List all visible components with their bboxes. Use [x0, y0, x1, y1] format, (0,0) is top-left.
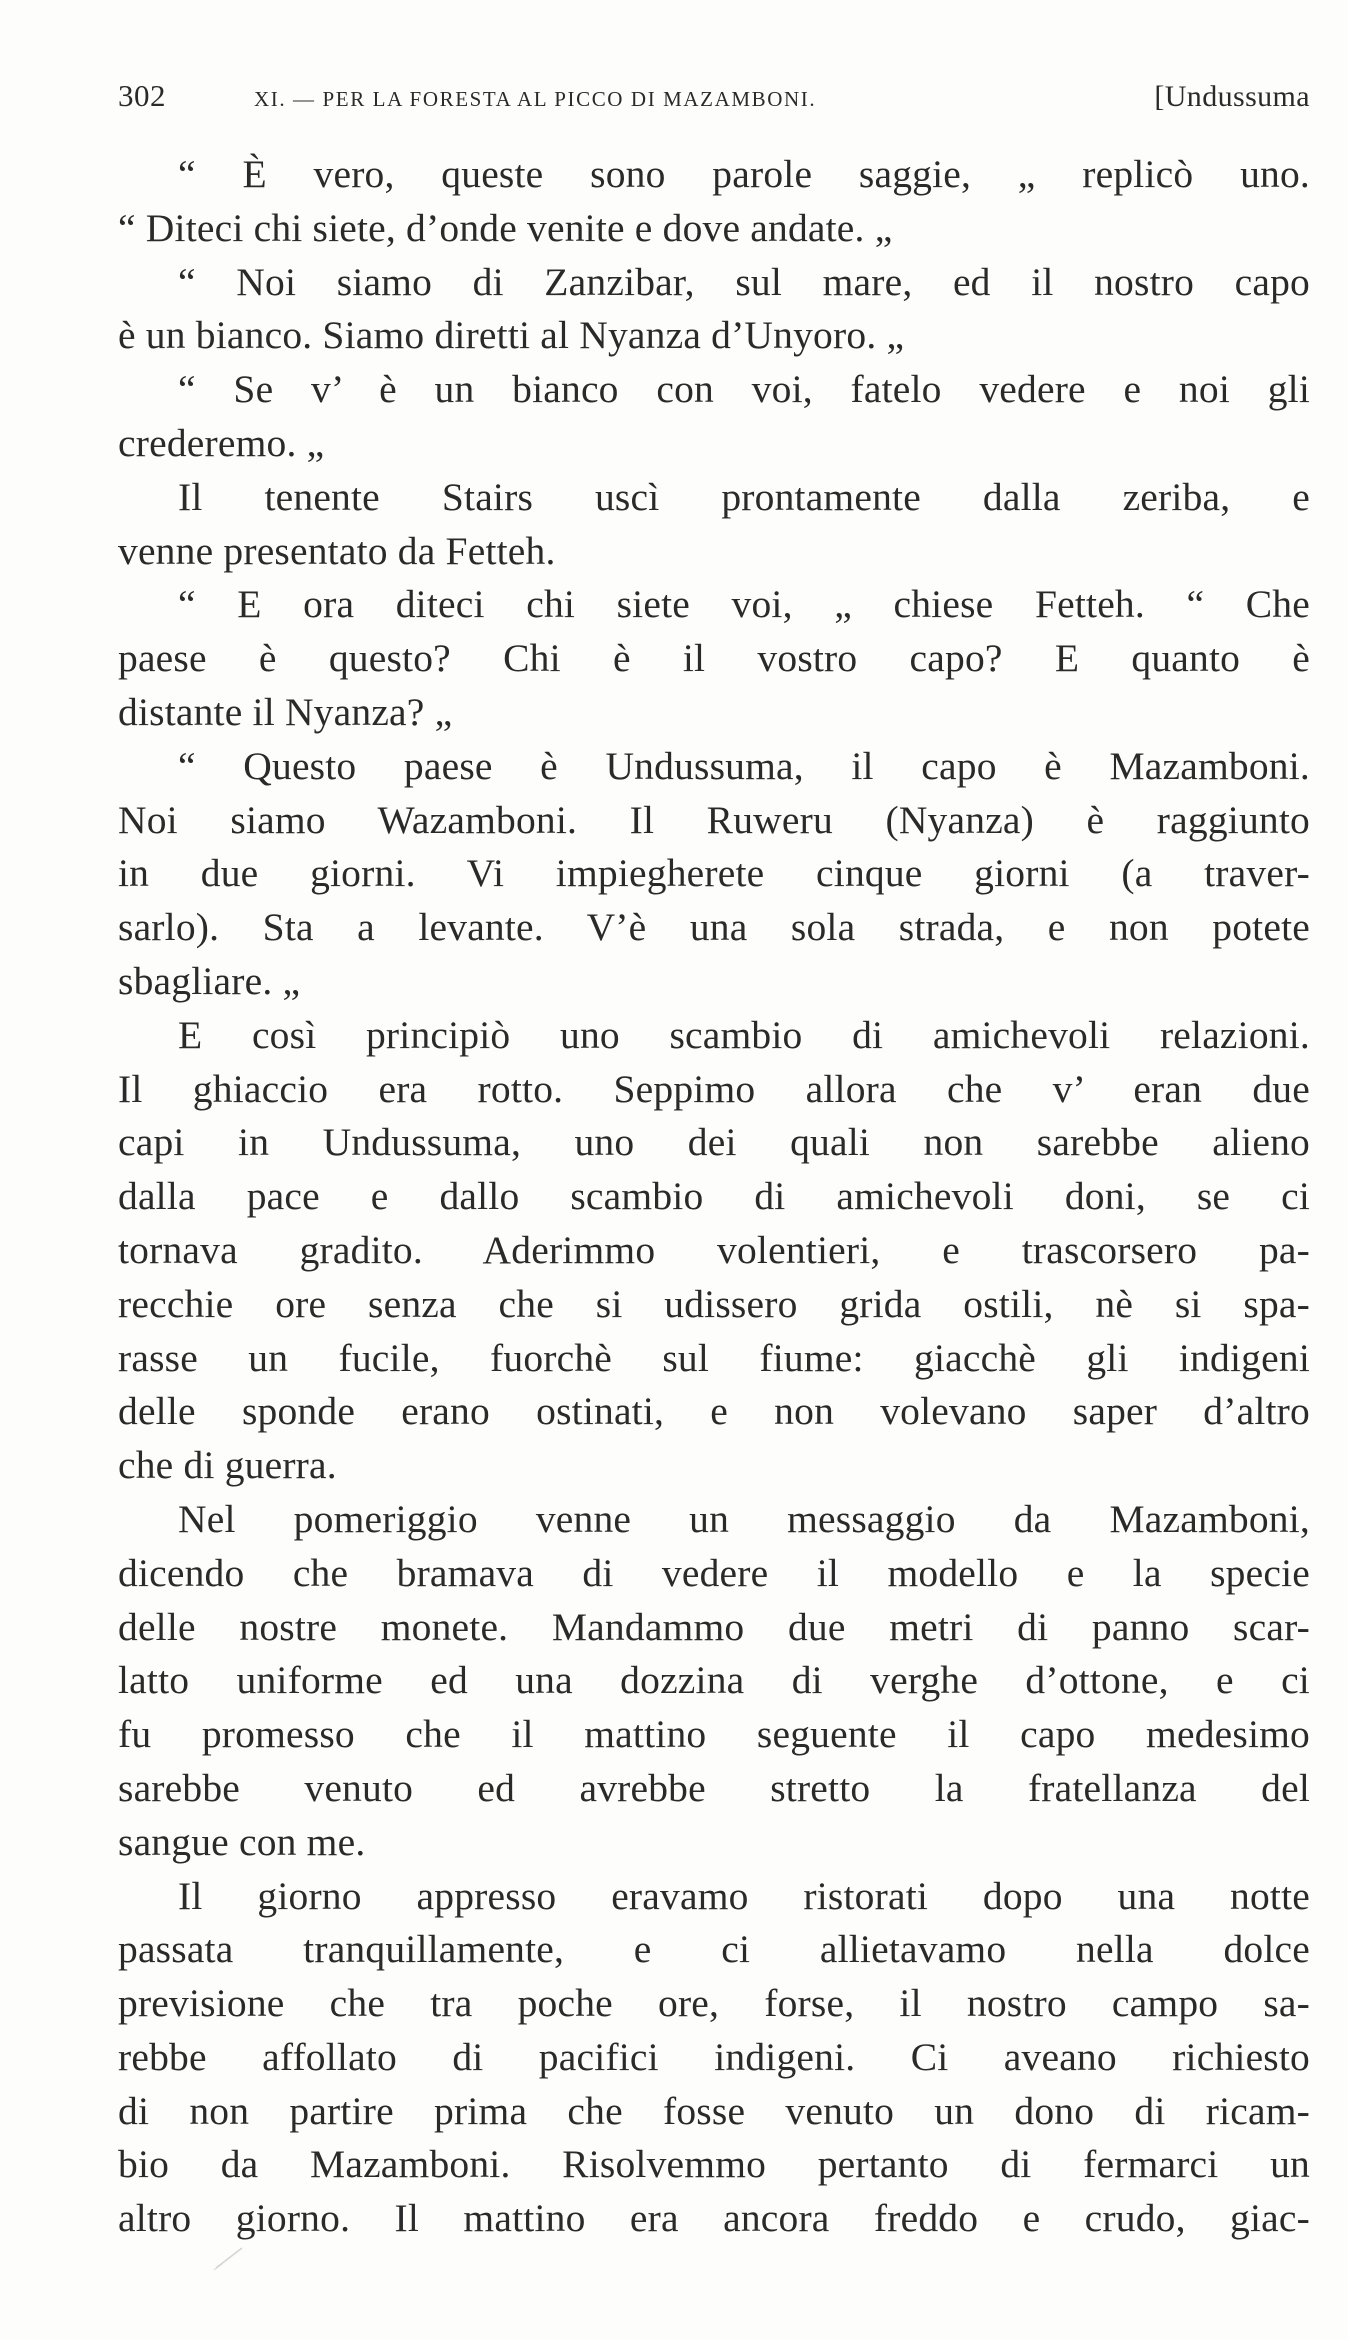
text-line: è un bianco. Siamo diretti al Nyanza d’Unyoro. „	[118, 313, 905, 358]
text-line: passata tranquillamente, e ci allietavamo nella dolce	[118, 1927, 1310, 1972]
page-header	[118, 78, 1310, 128]
text-line: “ Diteci chi siete, d’onde venite e dove andate. „	[118, 205, 893, 250]
text-line: rebbe affollato di pacifici indigeni. Ci aveano richiesto	[118, 2034, 1310, 2079]
text-line: distante il Nyanza? „	[118, 689, 453, 734]
text-line: “ Noi siamo di Zanzibar, sul mare, ed il nostro capo	[178, 259, 1310, 304]
text-line: delle sponde erano ostinati, e non volevano saper d’altro	[118, 1389, 1310, 1434]
text-line: bio da Mazamboni. Risolvemmo pertanto di fermarci un	[118, 2142, 1310, 2187]
text-line: crederemo. „	[118, 420, 325, 465]
text-line: “ E ora diteci chi siete voi, „ chiese Fetteh. “ Che	[178, 582, 1310, 627]
text-line: Il giorno appresso eravamo ristorati dopo una notte	[178, 1873, 1310, 1918]
text-line: previsione che tra poche ore, forse, il nostro campo sa-	[118, 1981, 1310, 2026]
text-line: capi in Undussuma, uno dei quali non sarebbe alieno	[118, 1120, 1310, 1165]
text-line: sarlo). Sta a levante. V’è una sola strada, e non potete	[118, 905, 1310, 950]
page-number: 302	[118, 78, 166, 113]
text-line: Il tenente Stairs uscì prontamente dalla zeriba, e	[178, 474, 1310, 519]
text-line: Il ghiaccio era rotto. Seppimo allora che v’ eran due	[118, 1066, 1310, 1111]
text-line: Noi siamo Wazamboni. Il Ruweru (Nyanza) è raggiunto	[118, 797, 1310, 842]
body-text	[118, 148, 1310, 2246]
text-line: “ Se v’ è un bianco con voi, fatelo vedere e noi gli	[178, 367, 1310, 412]
text-line: E così principiò uno scambio di amichevoli relazioni.	[178, 1012, 1310, 1057]
text-line: che di guerra.	[118, 1443, 337, 1488]
text-line: sarebbe venuto ed avrebbe stretto la fratellanza del	[118, 1765, 1310, 1810]
text-line: “ Questo paese è Undussuma, il capo è Mazamboni.	[178, 743, 1310, 788]
text-line: tornava gradito. Aderimmo volentieri, e trascorsero pa-	[118, 1227, 1310, 1272]
text-line: recchie ore senza che si udissero grida ostili, nè si spa-	[118, 1281, 1310, 1326]
text-line: rasse un fucile, fuorchè sul fiume: giacchè gli indigeni	[118, 1335, 1310, 1380]
text-line: latto uniforme ed una dozzina di verghe d’ottone, e ci	[118, 1658, 1310, 1703]
text-line: in due giorni. Vi impiegherete cinque giorni (a traver-	[118, 851, 1310, 896]
text-line: “ È vero, queste sono parole saggie, „ replicò uno.	[178, 152, 1310, 196]
text-line: Nel pomeriggio venne un messaggio da Mazamboni,	[178, 1496, 1310, 1541]
text-line: paese è questo? Chi è il vostro capo? E quanto è	[118, 636, 1310, 681]
text-line: dicendo che bramava di vedere il modello e la specie	[118, 1550, 1310, 1595]
text-line: venne presentato da Fetteh.	[118, 528, 556, 573]
text-line: sbagliare. „	[118, 958, 301, 1003]
text-line: sangue con me.	[118, 1819, 366, 1864]
chapter-tag: [Undussuma	[1154, 80, 1310, 113]
pen-stroke-icon	[212, 2242, 248, 2272]
text-line: delle nostre monete. Mandammo due metri di panno scar-	[118, 1604, 1310, 1649]
running-head: XI. — PER LA FORESTA AL PICCO DI MAZAMBONI.	[254, 87, 817, 111]
text-line: altro giorno. Il mattino era ancora freddo e crudo, giac-	[118, 2196, 1310, 2241]
text-line: di non partire prima che fosse venuto un dono di ricam-	[118, 2088, 1310, 2133]
text-line: dalla pace e dallo scambio di amichevoli doni, se ci	[118, 1174, 1310, 1219]
text-line: fu promesso che il mattino seguente il capo medesimo	[118, 1712, 1310, 1757]
